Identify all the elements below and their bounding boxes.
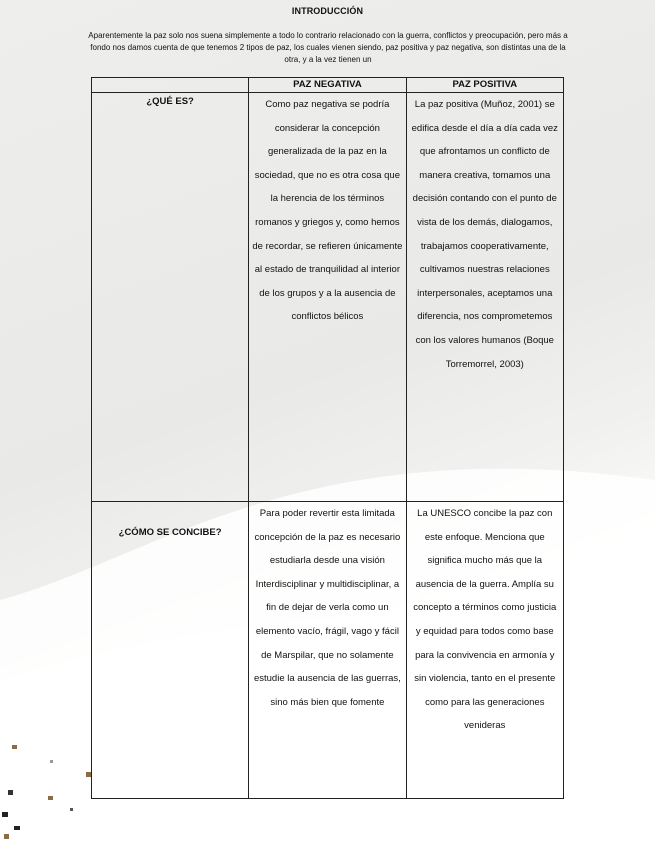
cell-positiva-que-es: La paz positiva (Muñoz, 2001) se edifica desde el día a día cada vez que afrontamos un conflicto de manera creativa, tomamos una decisión contando con el punto de vista de los demás, dialogamos, trabajamos cooperativamente, cultivamos nuestras relaciones interpersonales, aceptamos una diferencia, nos comprometemos con los valores humanos (Boque Torremorrel, 2003) — [406, 93, 563, 502]
header-empty — [92, 78, 249, 93]
header-paz-negativa: PAZ NEGATIVA — [249, 78, 406, 93]
table-header-row — [92, 78, 564, 93]
header-paz-positiva: PAZ POSITIVA — [406, 78, 563, 93]
cell-negativa-que-es: Como paz negativa se podría considerar la concepción generalizada de la paz en la sociedad, que no es otra cosa que la herencia de los términos romanos y griegos y, como hemos de recordar, se refieren únicamente al estado de tranquilidad al interior de los grupos y a la ausencia de conflictos bélicos — [249, 93, 406, 502]
table-row — [92, 93, 564, 502]
table-row — [92, 502, 564, 799]
page-title: INTRODUCCIÓN — [291, 6, 364, 16]
comparison-table — [91, 77, 564, 799]
intro-paragraph: Aparentemente la paz solo nos suena simplemente a todo lo contrario relacionado con la guerra, conflictos y preocupación, pero más a fondo nos damos cuenta de que tenemos 2 tipos de paz, los cuales vienen siendo, paz positiva y paz negativa, son distintas una de la otra, y a la vez tienen un — [88, 31, 568, 64]
cell-positiva-como-se-concibe: La UNESCO concibe la paz con este enfoque. Menciona que significa mucho más que la ausencia de la guerra. Amplía su concepto a términos como justicia y equidad para todos como base para la convivencia en armonía y sin violencia, tanto en el presente como para las generaciones venideras — [406, 502, 563, 799]
row-label-como-se-concibe: ¿CÓMO SE CONCIBE? — [92, 502, 249, 799]
row-label-que-es: ¿QUÉ ES? — [92, 93, 249, 502]
cell-negativa-como-se-concibe: Para poder revertir esta limitada concepción de la paz es necesario estudiarla desde una visión Interdisciplinar y multidisciplinar, a fin de dejar de verla como un elemento vacío, frágil, vago y fácil de Marspilar, que no solamente estudie la ausencia de las guerras, sino más bien que fomente — [249, 502, 406, 799]
